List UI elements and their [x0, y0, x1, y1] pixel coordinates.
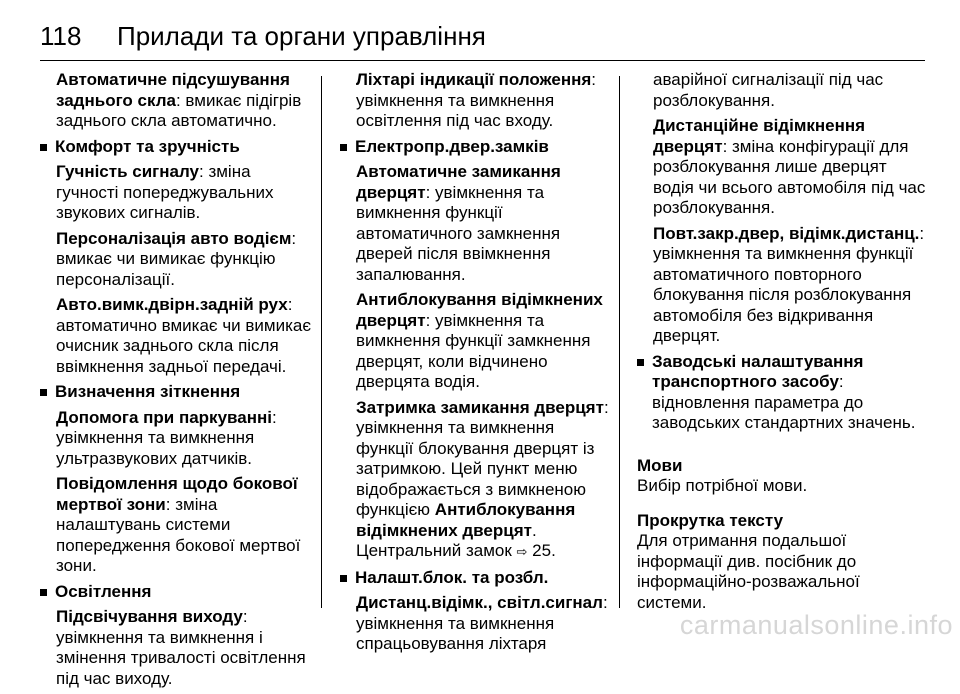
section-power-locks: [340, 137, 610, 158]
entry-relock: [637, 224, 927, 347]
page-header: [40, 16, 925, 56]
bullet-icon: [340, 575, 347, 582]
entry-text: : зміна налаштувань системи попередження бокової мертвої зони.: [56, 494, 301, 575]
section-lock-unlock: [340, 568, 610, 589]
entry-title: Автоматичне підсушування заднього скла: [56, 70, 290, 110]
section-text: Для отримання подальшої інформації див. посібник до інформаційно-розважальної системи.: [637, 531, 860, 612]
page-ref-arrow-icon: ⇨: [516, 544, 528, 559]
watermark: carmanualsonline.info: [679, 610, 953, 640]
entry-locator-lights: [340, 70, 610, 132]
entry-auto-lock: [340, 162, 610, 285]
entry-personalization: [40, 229, 312, 291]
entry-remote-unlock: [637, 116, 927, 219]
section-text: Вибір потрібної мови.: [637, 476, 808, 495]
column-divider-2: [619, 76, 620, 608]
column-2: [340, 70, 610, 660]
section-heading: Мови: [637, 455, 683, 475]
page-title: Прилади та органи управління: [117, 20, 486, 51]
entry-title: Дистанц.відімк., світл.сигнал: [356, 593, 603, 612]
entry-delayed-lock: [340, 398, 610, 563]
page-number: 118: [40, 20, 82, 51]
section-heading: Електропр.двер.замків: [355, 136, 549, 156]
entry-text: : увімкнення та вимкнення функції автоматичного замкнення дверей після ввімкнення запалювання.: [356, 182, 561, 284]
entry-text: аварійної сигналізації під час розблокування.: [653, 70, 884, 110]
entry-remote-light-signal: [340, 593, 610, 655]
column-divider-1: [321, 76, 322, 608]
entry-chime-volume: [40, 162, 312, 224]
entry-text: : вмикає чи вимикає функцію персоналізації.: [56, 228, 297, 289]
header-rule: [40, 60, 925, 61]
entry-title: Дистанційне відімкнення дверцят: [653, 116, 866, 156]
entry-park-assist: [40, 408, 312, 470]
entry-text: : увімкнення та вимкнення спрацьовування ліхтаря: [356, 593, 608, 653]
section-heading: Освітлення: [55, 581, 152, 601]
entry-title: Підсвічування виходу: [56, 607, 243, 626]
column-3: [637, 70, 927, 627]
entry-text: : автоматично вмикає чи вимикає очисник заднього скла після ввімкнення задньої передачі.: [56, 295, 312, 376]
cross-ref-text: Центральний замок: [356, 541, 517, 560]
entry-rear-wiper-reverse: [40, 295, 312, 377]
section-heading: Налашт.блок. та розбл.: [355, 567, 549, 587]
section-text-scroll: [637, 511, 927, 614]
entry-blind-spot: [40, 474, 312, 577]
entry-continued: [637, 70, 927, 111]
section-collision: [40, 382, 312, 403]
entry-title: Допомога при паркуванні: [56, 407, 272, 427]
entry-bold-ref: Антиблокування відімкнених дверцят: [356, 500, 576, 540]
column-1: [40, 70, 312, 694]
entry-text: : увімкнення та вимкнення і змінення тривалості освітлення під час виходу.: [56, 607, 306, 688]
entry-text: : зміна конфігурації для розблокування лише дверцят водія чи всього автомобіля під час розблокування.: [653, 136, 926, 217]
section-heading: Комфорт та зручність: [55, 136, 240, 156]
entry-title: Автоматичне замикання дверцят: [356, 162, 561, 202]
section-heading-suffix: :: [838, 372, 844, 391]
bullet-icon: [340, 144, 347, 151]
entry-title: Затримка замикання дверцят: [356, 397, 604, 417]
cross-ref-page: 25.: [527, 541, 556, 560]
bullet-icon: [40, 389, 47, 396]
section-factory-settings: [637, 352, 927, 434]
entry-exit-lighting: [40, 607, 312, 689]
section-lighting: [40, 582, 312, 603]
entry-title: Повт.закр.двер, відімк.дистанц.: [653, 223, 920, 243]
entry-title: Ліхтарі індикації положення: [356, 70, 592, 89]
section-heading: Прокрутка тексту: [637, 510, 784, 530]
bullet-icon: [40, 589, 47, 596]
entry-title: Гучність сигналу: [56, 162, 199, 181]
entry-anti-lockout: [340, 290, 610, 393]
entry-text: : увімкнення та вимкнення функції замкнення дверцят, коли відчинено дверцята водія.: [356, 310, 591, 391]
entry-text-end: .: [531, 520, 537, 540]
bullet-icon: [637, 359, 644, 366]
entry-rear-defog: [40, 70, 312, 132]
section-heading: Визначення зіткнення: [55, 382, 241, 401]
entry-text: : зміна гучності попереджувальних звукових сигналів.: [56, 162, 274, 222]
entry-text: : увімкнення та вимкнення ультразвукових датчиків.: [56, 407, 277, 468]
entry-text: : увімкнення та вимкнення освітлення під час входу.: [356, 70, 597, 130]
section-comfort: [40, 137, 312, 158]
section-languages: [637, 456, 927, 497]
entry-title: Повідомлення щодо бокової мертвої зони: [56, 474, 298, 514]
entry-text: : увімкнення та вимкнення функції автоматичного повторного блокування після розблокування автомобіля без відкривання дверцят.: [653, 223, 925, 345]
entry-title: Антиблокування відімкнених дверцят: [356, 290, 603, 330]
section-heading: Заводські налаштування транспортного засобу: [652, 351, 864, 391]
entry-title: Авто.вимк.двірн.задній рух: [56, 295, 288, 314]
entry-text: : увімкнення та вимкнення функції блокування дверцят із затримкою. Цей пункт меню відображається з вимкненою функцією: [356, 397, 609, 519]
entry-title: Персоналізація авто водієм: [56, 228, 292, 248]
entry-text: : вмикає підігрів заднього скла автоматично.: [56, 90, 302, 130]
bullet-icon: [40, 144, 47, 151]
entry-text: відновлення параметра до заводських стандартних значень.: [652, 392, 916, 432]
